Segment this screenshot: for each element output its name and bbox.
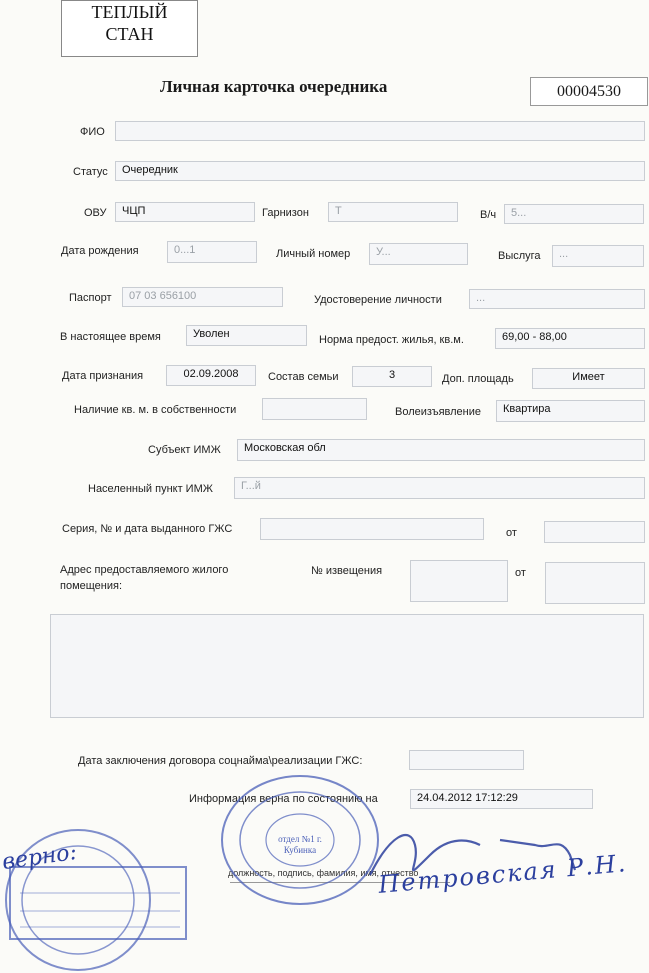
- status-label: Статус: [73, 166, 108, 178]
- page-title: Личная карточка очередника: [160, 77, 388, 96]
- stamp-text: отдел №1 г. Кубинка: [278, 834, 322, 855]
- owned-field[interactable]: [262, 398, 367, 420]
- recognition-label: Дата признания: [62, 370, 144, 382]
- notice-label: № извещения: [311, 565, 383, 577]
- norm-field[interactable]: 69,00 - 88,00: [495, 328, 645, 349]
- locality-label: Населенный пункт ИМЖ: [88, 483, 213, 495]
- header-stamp-box: [61, 0, 198, 57]
- owned-label: Наличие кв. м. в собственности: [74, 404, 237, 416]
- contract-field[interactable]: [409, 750, 524, 770]
- contract-label: Дата заключения договора соцнайма\реализации ГЖС:: [78, 755, 363, 767]
- header-line1: ТЕПЛЫЙ: [91, 2, 168, 22]
- gzhs-field[interactable]: [260, 518, 484, 540]
- norm-label: Норма предост. жилья, кв.м.: [319, 334, 464, 346]
- address-textarea[interactable]: [50, 614, 644, 718]
- left-stamp-icon: [0, 815, 190, 973]
- subject-label: Субъект ИМЖ: [148, 444, 221, 456]
- birth-label: Дата рождения: [61, 245, 139, 257]
- personal-no-field[interactable]: У...: [369, 243, 468, 265]
- status-field[interactable]: Очередник: [115, 161, 645, 181]
- now-label: В настоящее время: [60, 331, 161, 343]
- family-label: Состав семьи: [268, 371, 339, 383]
- extra-area-field[interactable]: Имеет: [532, 368, 645, 389]
- personal-no-label: Личный номер: [276, 248, 351, 260]
- ovu-field[interactable]: ЧЦП: [115, 202, 255, 222]
- service-field[interactable]: ...: [552, 245, 644, 267]
- birth-field[interactable]: 0...1: [167, 241, 257, 263]
- fio-field[interactable]: [115, 121, 645, 141]
- recognition-field[interactable]: 02.09.2008: [166, 365, 256, 386]
- extra-area-label: Доп. площадь: [442, 373, 514, 385]
- info-label: Информация верна по состоянию на: [189, 793, 378, 805]
- family-field[interactable]: 3: [352, 366, 432, 387]
- service-label: Выслуга: [498, 250, 541, 262]
- address-label-1: Адрес предоставляемого жилого: [60, 564, 229, 576]
- signature-caption: должность, подпись, фамилия, имя, отчество: [228, 868, 419, 878]
- card-number: 00004530: [530, 77, 648, 106]
- garrison-field[interactable]: Т: [328, 202, 458, 222]
- vch-field[interactable]: 5...: [504, 204, 644, 224]
- vch-label: В/ч: [480, 209, 497, 221]
- now-field[interactable]: Уволен: [186, 325, 307, 346]
- will-label: Волеизъявление: [395, 406, 481, 418]
- verified-handwriting: верно:: [0, 839, 79, 876]
- info-field[interactable]: 24.04.2012 17:12:29: [410, 789, 593, 809]
- passport-label: Паспорт: [69, 292, 112, 304]
- garrison-label: Гарнизон: [262, 207, 309, 219]
- name-handwriting: Петровская Р.Н.: [377, 849, 629, 899]
- notice-field[interactable]: [410, 560, 508, 602]
- ot-label-2: от: [515, 567, 526, 579]
- id-label: Удостоверение личности: [314, 294, 442, 306]
- address-label-2: помещения:: [60, 580, 123, 592]
- id-field[interactable]: ...: [469, 289, 645, 309]
- passport-field[interactable]: 07 03 656100: [122, 287, 283, 307]
- locality-field[interactable]: Г...й: [234, 477, 645, 499]
- subject-field[interactable]: Московская обл: [237, 439, 645, 461]
- ot-field-2[interactable]: [545, 562, 645, 604]
- fio-label: ФИО: [80, 126, 105, 138]
- ot-label-1: от: [506, 527, 517, 539]
- header-line2: СТАН: [105, 24, 154, 44]
- ot-field-1[interactable]: [544, 521, 645, 543]
- gzhs-label: Серия, № и дата выданного ГЖС: [62, 523, 233, 535]
- ovu-label: ОВУ: [84, 207, 107, 219]
- will-field[interactable]: Квартира: [496, 400, 645, 422]
